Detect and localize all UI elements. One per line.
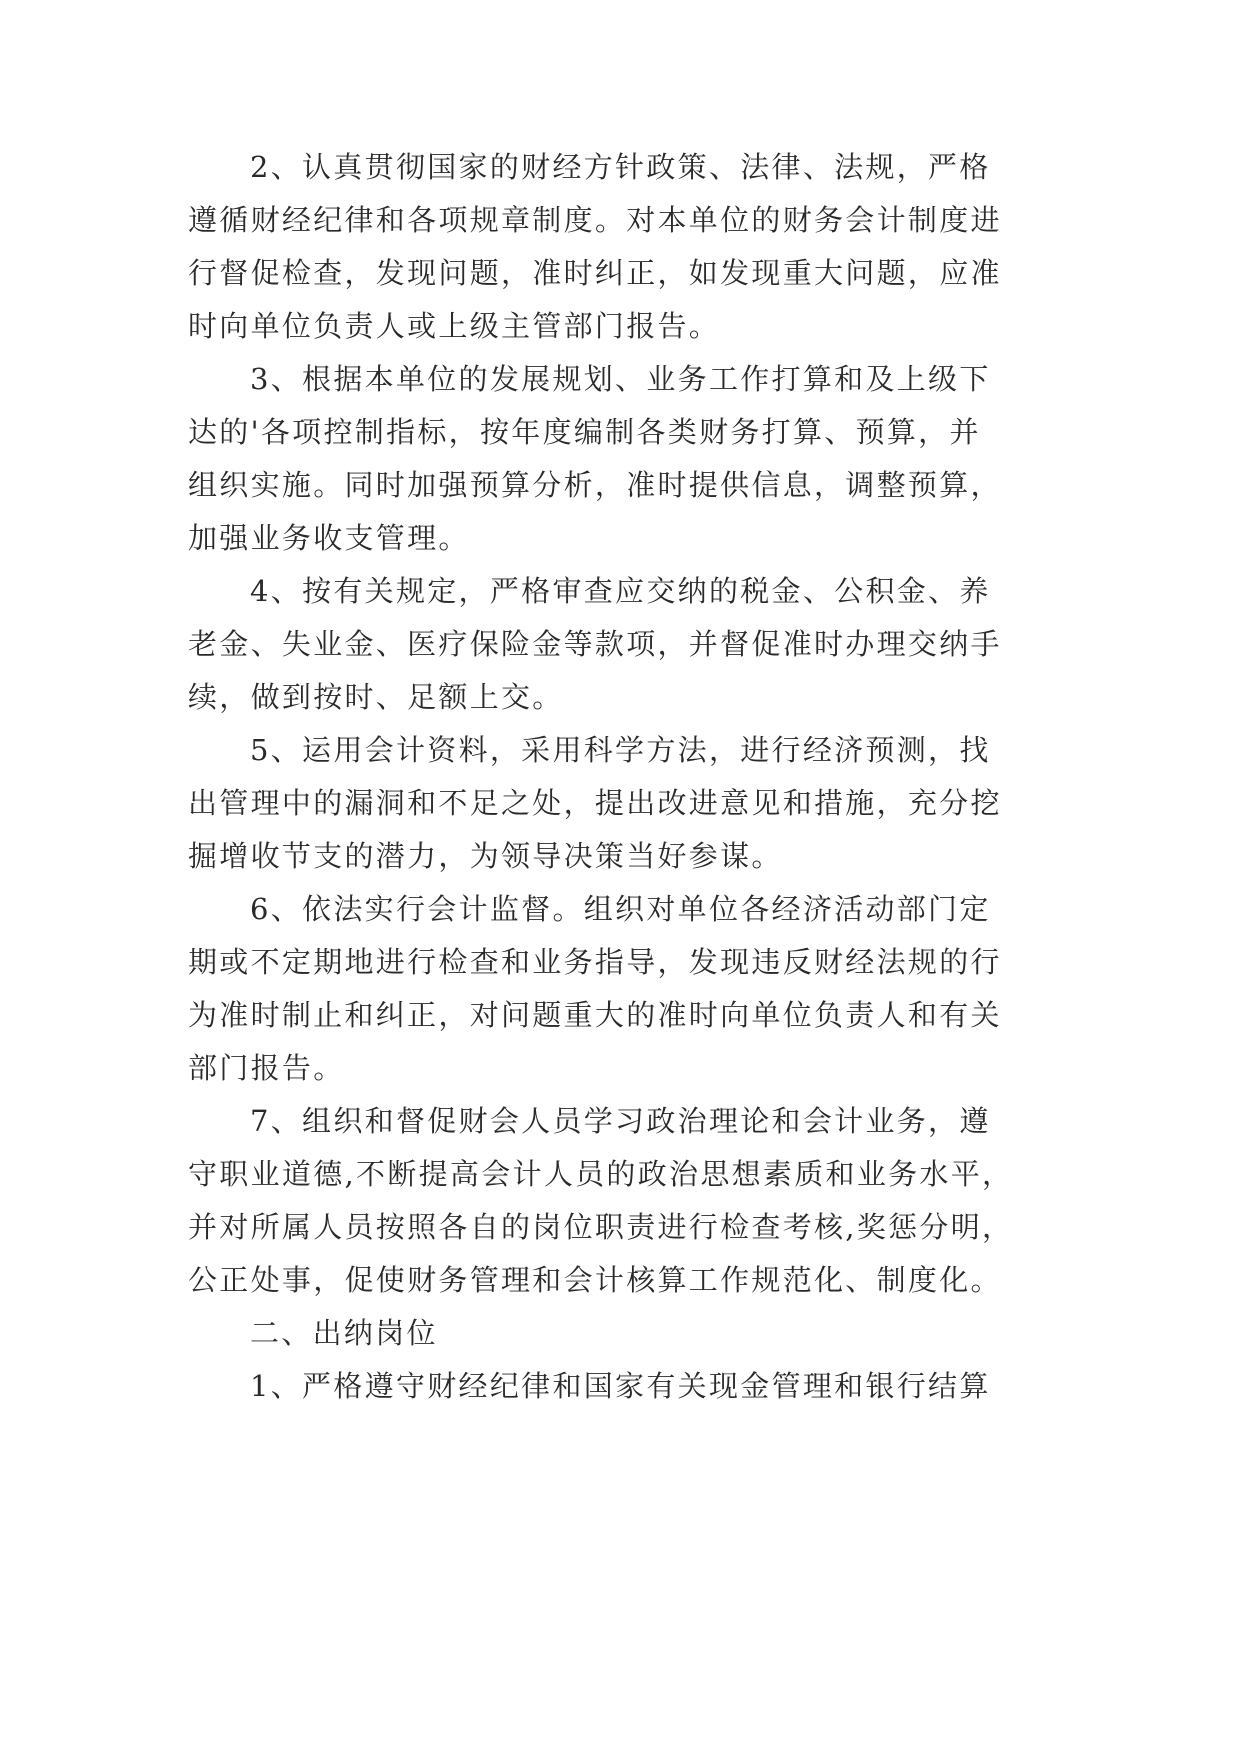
text-line: 出管理中的漏洞和不足之处，提出改进意见和措施，充分挖: [188, 786, 1002, 820]
text-line: 7、组织和督促财会人员学习政治理论和会计业务，遵: [250, 1104, 991, 1138]
text-line: 6、依法实行会计监督。组织对单位各经济活动部门定: [250, 892, 991, 926]
section-heading: 二、出纳岗位: [250, 1316, 438, 1350]
text-line: 时向单位负责人或上级主管部门报告。: [188, 309, 721, 343]
text-line: 掘增收节支的潜力，为领导决策当好参谋。: [188, 839, 783, 873]
text-line: 4、按有关规定，严格审查应交纳的税金、公积金、养: [250, 574, 991, 608]
text-line: 公正处事，促使财务管理和会计核算工作规范化、制度化。: [188, 1263, 1002, 1297]
text-line: 遵循财经纪律和各项规章制度。对本单位的财务会计制度进: [188, 203, 1002, 237]
text-line: 5、运用会计资料，采用科学方法，进行经济预测，找: [250, 733, 991, 767]
text-line: 期或不定期地进行检查和业务指导，发现违反财经法规的行: [188, 945, 1002, 979]
text-line: 守职业道德,不断提高会计人员的政治思想素质和业务水平，: [188, 1157, 1014, 1191]
text-line: 3、根据本单位的发展规划、业务工作打算和及上级下: [250, 362, 991, 396]
text-line: 组织实施。同时加强预算分析，准时提供信息，调整预算，: [188, 468, 1002, 502]
text-line: 并对所属人员按照各自的岗位职责进行检查考核,奖惩分明，: [188, 1210, 1014, 1244]
text-line: 部门报告。: [188, 1051, 345, 1085]
text-line: 老金、失业金、医疗保险金等款项，并督促准时办理交纳手: [188, 627, 1002, 661]
text-line: 2、认真贯彻国家的财经方针政策、法律、法规，严格: [250, 150, 991, 184]
text-line: 为准时制止和纠正，对问题重大的准时向单位负责人和有关: [188, 998, 1002, 1032]
text-line: 1、严格遵守财经纪律和国家有关现金管理和银行结算: [250, 1369, 991, 1403]
text-line: 加强业务收支管理。: [188, 521, 470, 555]
text-line: 达的'各项控制指标，按年度编制各类财务打算、预算，并: [188, 415, 981, 449]
text-line: 行督促检查，发现问题，准时纠正，如发现重大问题，应准: [188, 256, 1002, 290]
text-line: 续，做到按时、足额上交。: [188, 680, 564, 714]
